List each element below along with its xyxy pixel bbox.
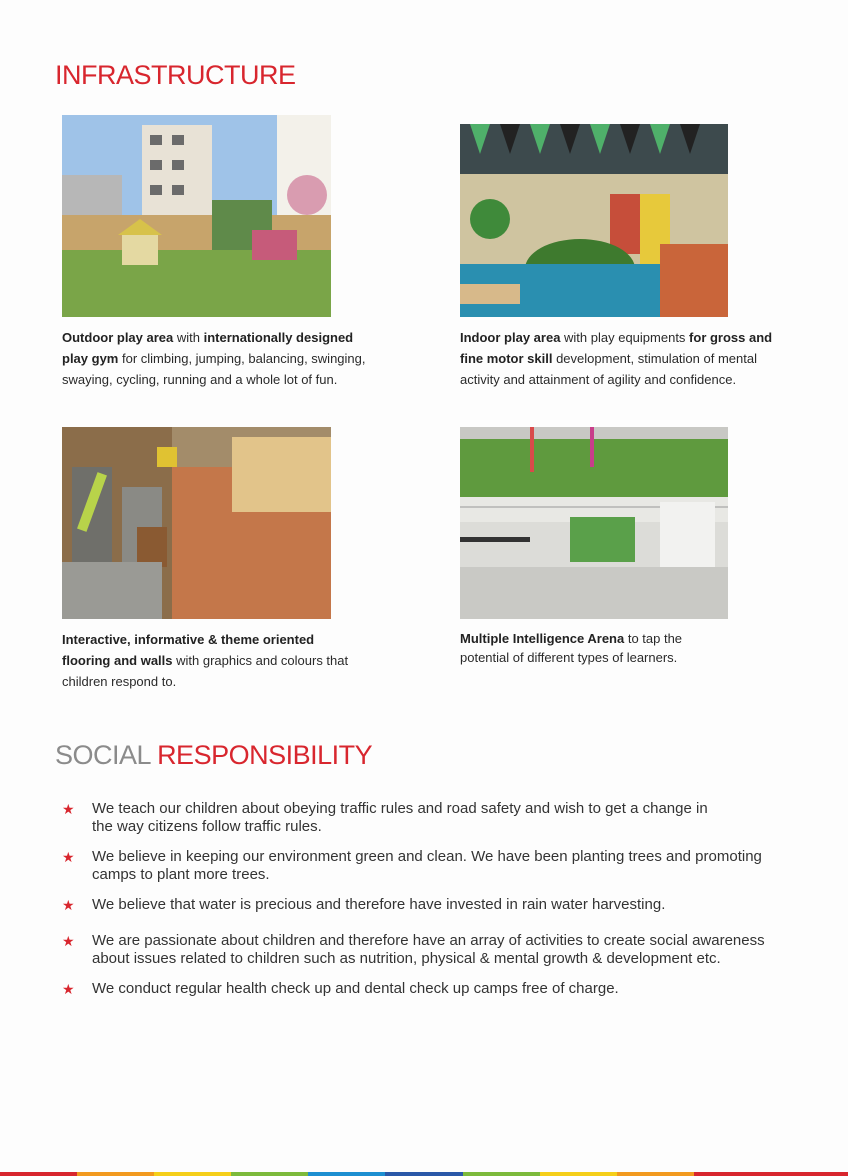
bar-segment bbox=[540, 1172, 617, 1176]
bottom-color-bar bbox=[0, 1172, 848, 1176]
heading-social: SOCIAL bbox=[55, 740, 151, 770]
social-responsibility-heading bbox=[55, 740, 372, 771]
star-icon: ★ bbox=[62, 801, 75, 817]
bar-segment bbox=[771, 1172, 848, 1176]
bar-segment bbox=[308, 1172, 385, 1176]
bar-segment bbox=[694, 1172, 771, 1176]
bar-segment bbox=[231, 1172, 308, 1176]
list-item: ★ We believe that water is precious and therefore have invested in rain water harvesting. bbox=[62, 896, 666, 913]
bar-segment bbox=[154, 1172, 231, 1176]
star-icon: ★ bbox=[62, 849, 75, 865]
indoor-play-area-photo bbox=[460, 124, 728, 317]
bar-segment bbox=[463, 1172, 540, 1176]
infrastructure-heading: INFRASTRUCTURE bbox=[55, 60, 296, 90]
multiple-intelligence-arena-caption: Multiple Intelligence Arena to tap the potential of different types of learners. bbox=[460, 631, 683, 665]
social-responsibility-list bbox=[62, 800, 782, 998]
list-item: ★ We believe in keeping our environment green and clean. We have been planting trees and promoting camps to plant more trees. bbox=[62, 848, 762, 883]
multiple-intelligence-arena-photo bbox=[460, 427, 728, 619]
bar-segment bbox=[617, 1172, 694, 1176]
outdoor-play-area-photo bbox=[62, 115, 331, 317]
star-icon: ★ bbox=[62, 981, 75, 997]
indoor-play-area-caption: Indoor play area with play equipments for gross and fine motor skill development, stimulation of mental activity and attainment of agility and confidence. bbox=[460, 330, 773, 387]
list-item: ★ We conduct regular health check up and dental check up camps free of charge. bbox=[62, 980, 619, 997]
flooring-walls-photo bbox=[62, 427, 331, 619]
bar-segment bbox=[385, 1172, 462, 1176]
heading-responsibility: RESPONSIBILITY bbox=[157, 740, 373, 770]
list-item: ★ We are passionate about children and therefore have an array of activities to create social awareness about issues related to children such as nutrition, physical & mental growth & development etc. bbox=[62, 932, 765, 967]
flooring-walls-caption: Interactive, informative & theme oriented flooring and walls with graphics and colours that children respond to. bbox=[62, 632, 349, 689]
bar-segment bbox=[0, 1172, 77, 1176]
star-icon: ★ bbox=[62, 897, 75, 913]
bar-segment bbox=[77, 1172, 154, 1176]
outdoor-play-area-caption: Outdoor play area with internationally designed play gym for climbing, jumping, balancing, swinging, swaying, cycling, running and a whole lot of fun. bbox=[62, 330, 366, 387]
star-icon: ★ bbox=[62, 933, 75, 949]
list-item: ★ We teach our children about obeying traffic rules and road safety and wish to get a change in the way citizens follow traffic rules. bbox=[62, 800, 708, 835]
